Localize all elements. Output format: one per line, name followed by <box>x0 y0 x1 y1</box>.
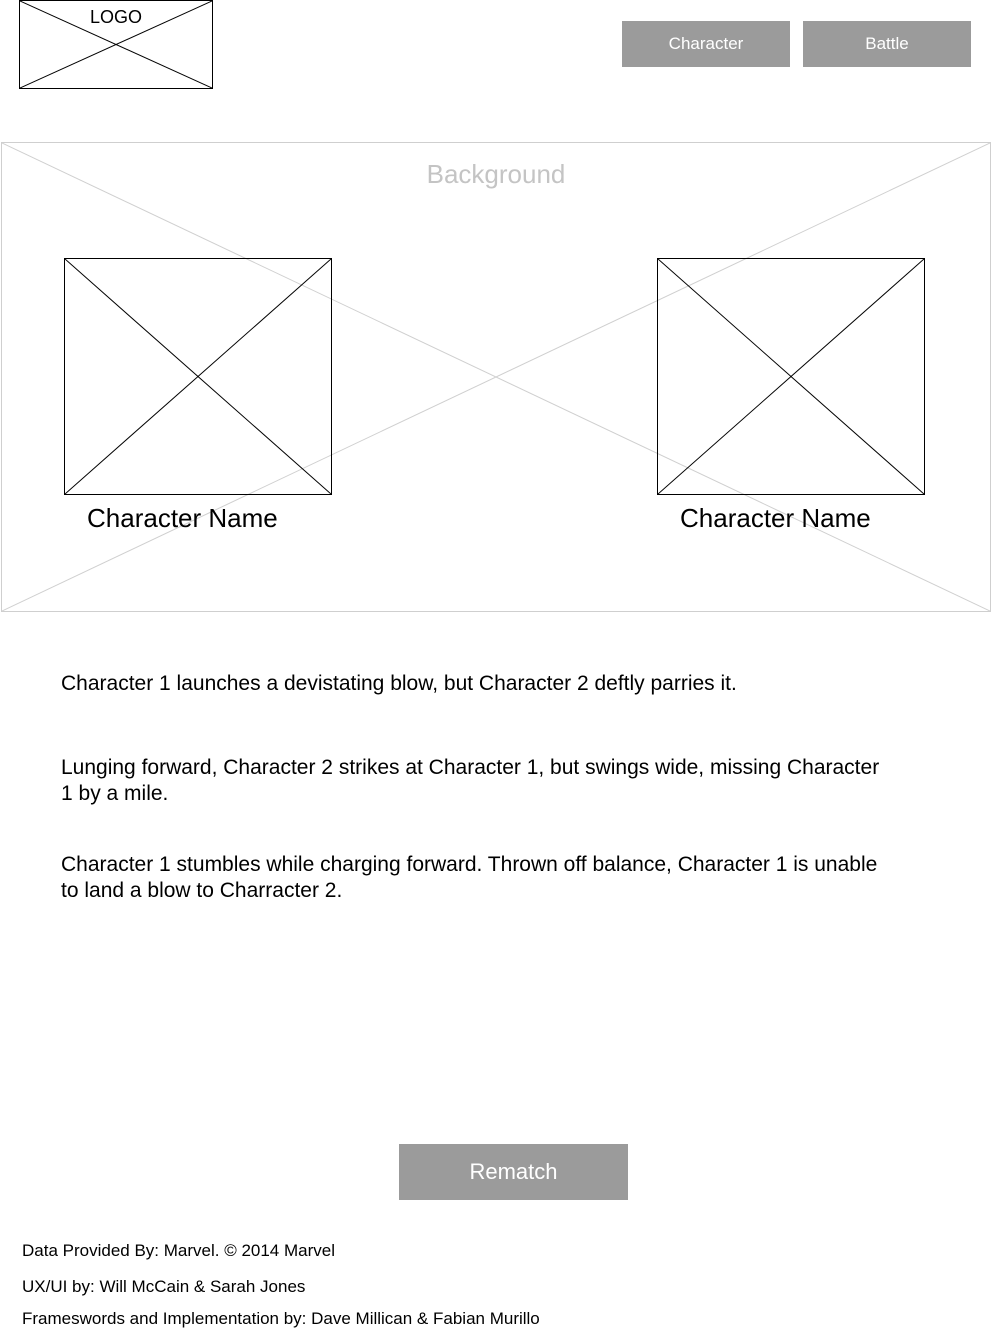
nav-battle-button[interactable]: Battle <box>803 21 971 67</box>
logo-placeholder[interactable] <box>19 0 213 89</box>
battle-log-entry-3: Character 1 stumbles while charging forward. Thrown off balance, Character 1 is unable to land a blow to Charracter 2. <box>61 853 878 902</box>
logo-text: LOGO <box>89 7 142 27</box>
footer-data-credit: Data Provided By: Marvel. © 2014 Marvel <box>22 1241 335 1260</box>
rematch-button[interactable]: Rematch <box>399 1144 628 1200</box>
footer-implementation-credit: Frameswords and Implementation by: Dave Millican & Fabian Murillo <box>22 1309 540 1328</box>
battle-log-entry-1: Character 1 launches a devistating blow, but Character 2 deftly parries it. <box>61 672 737 695</box>
character-2-image-icon <box>658 259 924 494</box>
character-2-name: Character Name <box>680 503 871 533</box>
nav-character-button[interactable]: Character <box>622 21 790 67</box>
footer-uxui-credit: UX/UI by: Will McCain & Sarah Jones <box>22 1277 306 1296</box>
battle-log-entry-2: Lunging forward, Character 2 strikes at Character 1, but swings wide, missing Character 1 by a mile. <box>61 756 880 805</box>
character-1-name: Character Name <box>87 503 278 533</box>
character-1-image[interactable] <box>64 258 332 495</box>
background-label: Background <box>426 159 566 189</box>
character-2-image[interactable] <box>657 258 925 495</box>
character-1-image-icon <box>65 259 331 494</box>
